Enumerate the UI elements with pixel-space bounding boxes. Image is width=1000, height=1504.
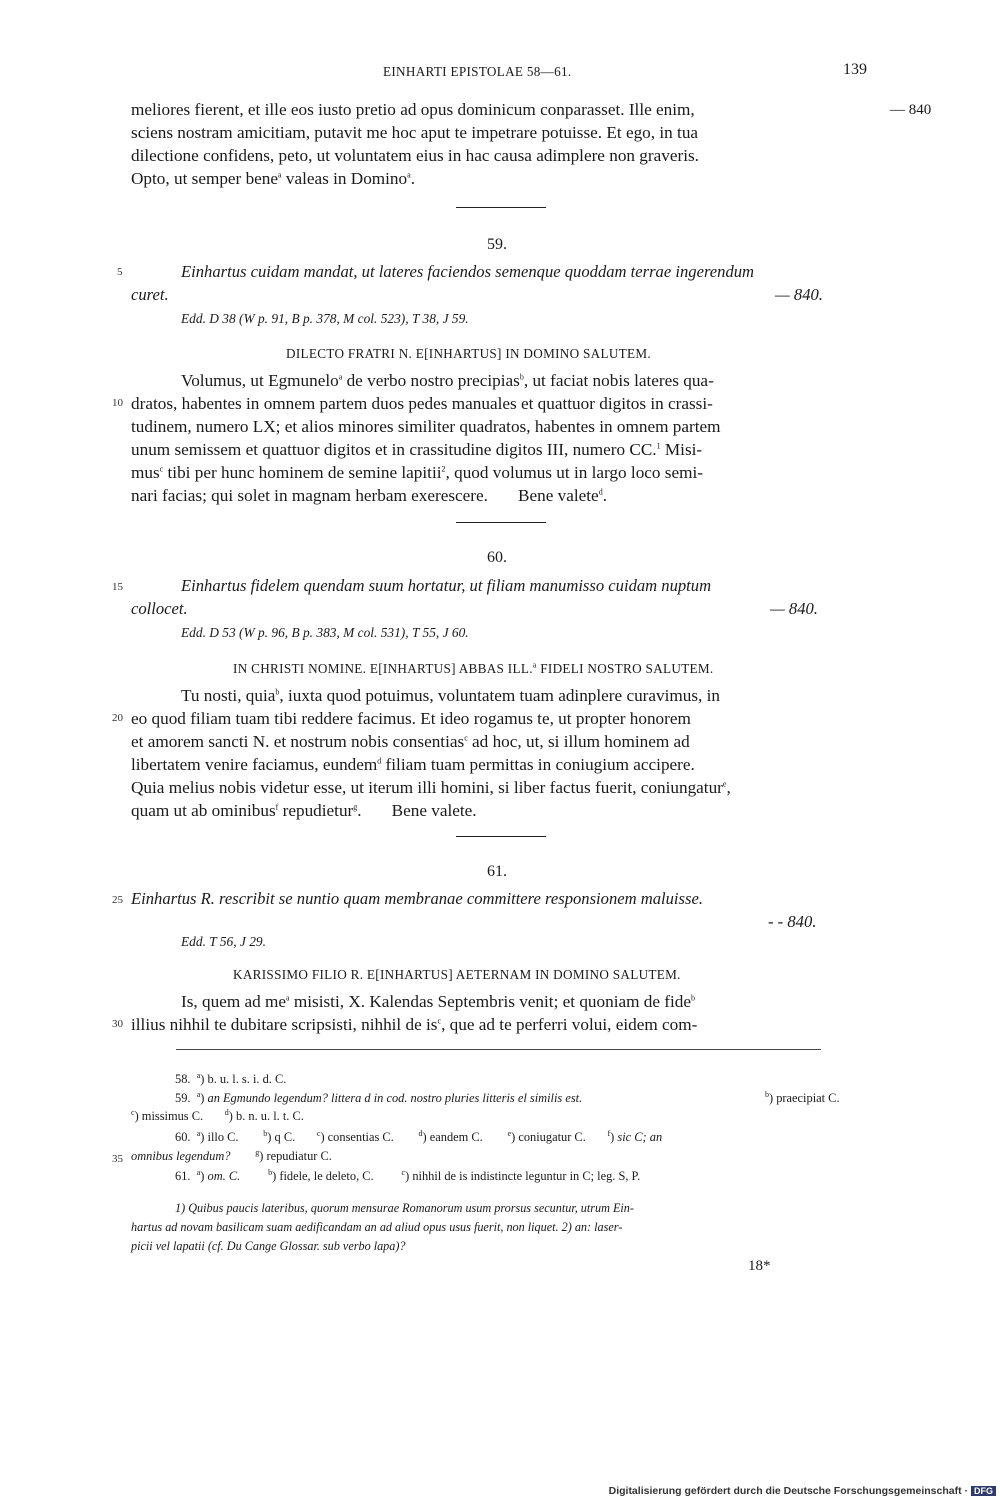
dfg-logo: DFG bbox=[971, 1486, 996, 1496]
running-title: EINHARTI EPISTOLAE 58—61. bbox=[383, 64, 572, 79]
text-line: meliores fierent, et ille eos iusto pretio ad opus dominicum conparasset. Ille enim, bbox=[131, 100, 695, 119]
letter-summary: collocet. bbox=[131, 599, 188, 618]
text-line: dratos, habentes in omnem partem duos pedes manuales et quattuor digitos in crassi- bbox=[131, 394, 713, 413]
letter-date: - - 840. bbox=[768, 912, 817, 931]
text-line: libertatem venire faciamus, eundem$^d$ filiam tuam permittas in coniugium accipere. bbox=[131, 755, 695, 774]
text-line: nari facias; qui solet in magnam herbam exerescere. Bene valete$^d$. bbox=[131, 486, 607, 505]
salutation: IN CHRISTI NOMINE. E[INHARTUS] ABBAS ILL.$^a$ FIDELI NOSTRO SALUTEM. bbox=[233, 660, 714, 676]
line-number: 10 bbox=[112, 397, 123, 409]
editions-note: Edd. D 53 (W p. 96, B p. 383, M col. 531), T 55, J 60. bbox=[181, 625, 469, 640]
footnote-59: 59. $^a$) an Egmundo legendum? littera d in cod. nostro pluries litteris el similis est. bbox=[175, 1089, 583, 1105]
letter-summary: Einhartus cuidam mandat, ut lateres faciendos semenque quoddam terrae ingerendum bbox=[181, 262, 755, 281]
letter-summary: Einhartus fidelem quendam suum hortatur, ut filiam manumisso cuidam nuptum bbox=[181, 576, 712, 595]
line-number: 35 bbox=[112, 1153, 123, 1165]
footnote-61: 61. $^a$) om. C. $^b$) fidele, le deleto, C. $^c$) nihhil de is indistincte leguntur in C; leg. S, P. bbox=[175, 1167, 641, 1183]
text-line: sciens nostram amicitiam, putavit me hoc aput te impetrare potuisse. Et ego, in tua bbox=[131, 123, 699, 142]
footnote-1: 1) Quibus paucis lateribus, quorum mensurae Romanorum usum prorsus secuntur, utrum Ein- bbox=[175, 1201, 634, 1215]
letter-date: — 840. bbox=[775, 285, 823, 304]
text-line: eo quod filiam tuam tibi reddere facimus. Et ideo rogamus te, ut propter honorem bbox=[131, 709, 691, 728]
page-number: 139 bbox=[843, 61, 867, 78]
signature-mark: 18* bbox=[748, 1258, 771, 1274]
line-number: 5 bbox=[117, 266, 123, 278]
letter-summary: curet. bbox=[131, 285, 169, 304]
footnote-rule bbox=[176, 1049, 821, 1050]
letter-date: — 840. bbox=[770, 599, 818, 618]
footnote-60: 60. $^a$) illo C. $^b$) q C. $^c$) consentias C. $^d$) eandem C. $^e$) coniugatur C. $^f$) sic C; an bbox=[175, 1128, 663, 1144]
separator-rule bbox=[456, 522, 546, 523]
line-number: 25 bbox=[112, 894, 123, 906]
text-line: tudinem, numero LX; et alios minores similiter quadratos, habentes in omnem partem bbox=[131, 417, 721, 436]
letter-number: 61. bbox=[487, 863, 507, 880]
line-number: 15 bbox=[112, 581, 123, 593]
text-line: et amorem sancti N. et nostrum nobis consentias$^c$ ad hoc, ut, si illum hominem ad bbox=[131, 732, 690, 751]
separator-rule bbox=[456, 207, 546, 208]
footnote-60f: omnibus legendum? $^g$) repudiatur C. bbox=[131, 1147, 332, 1163]
line-number: 20 bbox=[112, 712, 123, 724]
text-line: mus$^c$ tibi per hunc hominem de semine lapitii$^2$, quod volumus ut in largo loco semi- bbox=[131, 463, 703, 482]
salutation: KARISSIMO FILIO R. E[INHARTUS] AETERNAM IN DOMINO SALUTEM. bbox=[233, 967, 681, 982]
footnote-1: hartus ad novam basilicam suam aedificandam an ad aliud opus usus fuerit, non liquet. 2) an: laser- bbox=[131, 1220, 623, 1234]
text-line: unum semissem et quattuor digitos et in crassitudine digitos III, numero CC.$^1$ Misi- bbox=[131, 440, 703, 459]
separator-rule bbox=[456, 836, 546, 837]
footnote-58: 58. $^a$) b. u. l. s. i. d. C. bbox=[175, 1070, 287, 1086]
footnote-59b: $^b$) praecipiat C. bbox=[765, 1089, 840, 1105]
line-number: 30 bbox=[112, 1018, 123, 1030]
text-line: illius nihhil te dubitare scripsisti, nihhil de $is^c$, que ad te perferri volui, eidem com- bbox=[131, 1015, 698, 1034]
dfg-notice: Digitalisierung gefördert durch die Deutsche Forschungsgemeinschaft · DFG bbox=[609, 1485, 996, 1497]
text-line: Quia melius nobis videtur esse, ut iterum illi homini, si liber factus fuerit, coniungatur$^e$, bbox=[131, 778, 731, 797]
footnote-2: picii vel lapatii (cf. Du Cange Glossar. sub verbo lapa)? bbox=[131, 1239, 406, 1253]
text-line: dilectione confidens, peto, ut voluntatem eius in hac causa adimplere non graveris. bbox=[131, 146, 699, 165]
margin-year: — 840 bbox=[890, 102, 932, 118]
footnote-59c: $^c$) missimus C. $^d$) b. n. u. l. t. C. bbox=[131, 1107, 304, 1123]
editions-note: Edd. D 38 (W p. 91, B p. 378, M col. 523), T 38, J 59. bbox=[181, 311, 469, 326]
text-line: quam ut ab ominibus$^f$ repudietur$^g$. Bene valete. bbox=[131, 801, 477, 820]
text-line: Volumus, ut Egmunelo$^a$ de verbo nostro precipias$^b$, ut faciat nobis lateres qua- bbox=[181, 371, 714, 390]
text-line: Tu nosti, quia$^b$, iuxta quod potuimus, voluntatem tuam adinplere curavimus, in bbox=[181, 686, 720, 705]
editions-note: Edd. T 56, J 29. bbox=[181, 934, 266, 949]
text-line: Is, quem ad $me^a$ misisti, X. Kalendas Septembris venit; et quoniam de fide$^b$ bbox=[181, 992, 696, 1011]
letter-number: 60. bbox=[487, 549, 507, 566]
letter-summary: Einhartus R. rescribit se nuntio quam membranae committere responsionem maluisse. bbox=[131, 889, 703, 908]
letter-number: 59. bbox=[487, 236, 507, 253]
salutation: DILECTO FRATRI N. E[INHARTUS] IN DOMINO SALUTEM. bbox=[286, 346, 652, 361]
text-line: Opto, ut semper bene$^a$ valeas in Domino$^a$. bbox=[131, 169, 415, 188]
